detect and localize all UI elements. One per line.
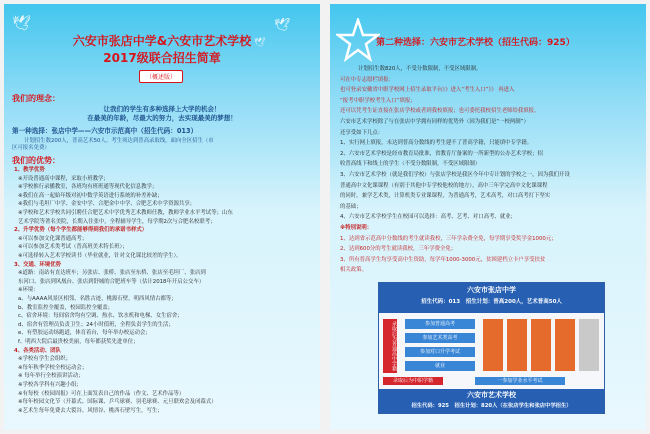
detail-line: 相关政策。 [340,267,367,274]
advantage-line: ※学校有学生会组织； [18,356,72,363]
idea-line-2: 在最美的年龄，尽最大的努力，去实现最美的梦想！ [87,114,237,122]
dove-icon: 🕊 [12,14,32,32]
advantage-heading: 1、教学优势 [14,167,45,173]
detail-line: 3、所有普高学生均享受高中生资助，每学年1000-3000元，贫困建档立卡户享受扶贫 [340,256,546,263]
detail-line: 4、六安市艺术学校学生在校园可以选择：高考、艺考、对口高考、就业； [340,214,516,221]
track-1: 参加普通高考 [405,319,475,329]
left-page [4,4,320,430]
school1-code: 招生代码：013 [421,299,461,305]
flow-connector-4 [555,319,575,371]
advantage-line: 艺术学院等著名美院，长期入住张中，全程辅导学生，每学期2次与合肥名校联考； [18,218,216,225]
advantage-line: ※可选择转入艺术学校读书（毕业就业，针对文化课比较差的学生）。 [18,253,182,259]
advantage-line: ※环境： [18,287,39,294]
brochure-subtitle-year: 2017级联合招生简章 [103,51,221,65]
advantage-line: ※有每校《校园周报》可在上面发表自己的作品（作文、艺术作品等） [18,390,185,397]
art-school-band [379,389,604,413]
admission-flow-diagram [378,282,605,414]
school2-name: 六安市艺术学校 [467,391,516,399]
advantage-line: e、有塑胶运动场跑道，体育着台，每年举办校运动会； [18,330,151,337]
proficiency-exam-label: 一参加学业水平考试 [475,377,565,385]
vocational-record-label: 录取后为中职学籍 [383,377,443,385]
first-choice-note-2: 区可报名免费） [12,145,50,151]
advantage-line: f、明西大院后最贵校美丽，每年都获奖先进单位； [18,339,139,345]
detail-line: “报考中职学校考生入口”填报； [340,97,416,104]
advantage-line: c、宿舍环境：每间宿舍均有空调、热水、饮水机和电梯、女生宿舍； [18,313,183,320]
detail-line: 也可登录安徽省中职学校网上招生录取平台》》进入“考生入口”》》 再进入 [340,87,515,94]
flow-connector-1 [483,319,503,371]
first-choice-note-1: 计划招生数200人，普高艺术50人。考生须达到普高录取线，面向全区招生（市 [24,138,214,144]
flow-connector-3 [531,319,551,371]
advantage-line: ※学校和艺术学校共同引聘任合肥艺术中学优秀艺术教师任教，教师学业水平考试等；山东 [18,210,233,216]
track-2: 参加艺术类高考 [405,333,475,343]
detail-line: 普通高中文化课课程（有别于其他中专学校他校的地方），高中三年学完高中文化课课程 [340,182,548,189]
advantage-line: ※可以参加文化课普通高考； [18,235,88,242]
star-icon [336,18,380,62]
detail-line: 2、六安市艺术学校是经市教育局批准，省教育厅备案的一所新型的公办艺术学校；招 [340,150,543,157]
advantage-line: a、与AAAA风景区相邻，名胜古迹，桃源石壁，明西风情古都等； [18,296,177,302]
advantage-heading: 3、交通、环境优势 [14,261,61,268]
school2-code: 招生代码：925 [411,403,449,409]
idea-line-1: 让我们的学生有多种选择上大学的机会！ [103,105,221,113]
advantage-line: ※可以参加艺术类考试（普高班美术特长班）； [18,244,128,251]
advantage-line: ※开设普通高中课程，采取小班教学； [18,175,109,182]
summary-badge: （概述版） [139,70,183,83]
detail-line: 1、达到省示范高中分数线的考生就读我校，三年学杂费全免，每学期享受奖学金1000元； [340,235,557,242]
hs-record-label: 录取后为普通高中学籍 [383,319,397,373]
advantage-line: ※我们与毛坦厂中学、金安中学、合肥金中中学、合肥艺术中学资源共享； [18,201,196,208]
advantage-heading: 2、升学优势（每个学生都能够得到我们的承诺书样式） [14,227,148,234]
dove-icon: 🕊 [274,18,291,33]
advantage-line: b、教室监控全覆盖，校园监控全覆盖； [18,304,114,311]
brochure-title: 六安市张店中学&六安市艺术学校 [72,34,252,48]
advantage-line: 东河口、张店到风凰台、张店到舒城的合肥班车等（估计2018年开启公交车） [18,278,205,285]
flow-connector-2 [507,319,527,371]
second-choice-heading: 第二种选择：六安市艺术学校（招生代码：925） [376,38,575,48]
school1-name: 六安市张店中学 [467,286,516,294]
section-advantage-heading: 我们的优势： [12,156,60,165]
flow-connector-5 [579,319,599,371]
detail-line: 六安市艺术学校除了与在张店中学拥有同样的优势外（因为我们是“一校两制”） [340,119,529,125]
detail-line: 3、六安市艺术学校（就是我们学校）与张店学校是我区今年中专计划的学校之一，因为我们开设 [340,172,570,178]
detail-line: 2、达到600分的考生就读我校，三年学费全免； [340,246,457,253]
school1-plan: 招生计划：普高200人，艺术普高50人 [465,299,562,305]
advantage-line: ※ 每年举行全校演讲活动； [18,373,84,380]
advantage-line: ※每年秋季学校全校运动会； [18,364,88,371]
detail-line: 收普高线下和线上的学生（不受分数限制，不受区域限制） [340,161,481,168]
right-page [330,4,646,430]
detail-line: 1、实行网上填报，未达到普高分数线的考生建不了普高学籍，只能填中专学籍。 [340,140,533,147]
advantage-line: ※我们在高一起始年级对初中数学英语进行系统的补差补缺； [18,192,163,199]
section-idea-heading: 我们的理念： [12,94,60,103]
advantage-line: ※每年校园文化节（开幕式、国际课、乒乓球赛、羽毛球赛、元旦联欢会及闭幕式） [18,399,217,406]
dove-icon: 🕊 [254,38,266,48]
detail-line: 还可以凭考生证直接在张店学校或者到我校填报；也可委托我校招生老师给我填报。 [340,108,540,115]
advantage-line: ※艺术生每年免费去大裂谷、风情谷、桃西石壁写生，写生； [18,407,163,414]
school2-plan: 招生计划：820人（在张店学生和张店中学招生） [454,403,572,409]
advantage-heading: 4、各类活动、团队 [14,347,61,354]
detail-line: 计划招生数820人，不受分数限制，不受区域限制。 [358,66,482,72]
track-3: 参加对口升学考试 [405,347,475,357]
advantage-line: d、宿舍有管理员负责卫生；24小时值班，全程负责学生的生活； [18,321,174,328]
zhangdian-school-band [379,283,604,313]
first-choice-heading: 第一种选择：张店中学——六安市示范高中（招生代码：013） [12,127,198,135]
detail-line: 还享受如下几点： [340,129,384,136]
advantage-line: ※道路：南站有直达班车；另张店、张桥、张店至东桥、张店至毛坦厂、张店到 [18,270,206,277]
detail-line: ※特别说明： [340,225,373,231]
detail-line: 的基础； [340,203,362,210]
detail-line: 的同时，兼学艺术类，计算机类专业课课程，为普通高考，艺术高考，对口高考打下坚实 [340,193,551,200]
advantage-line: ※学校推行录播教室，各班均有班班通等现代化信息教学； [18,184,158,191]
advantage-line: ※学校各学科有兴趣小组； [18,382,82,388]
detail-line: 可在中专志愿栏填报： [340,76,394,83]
track-4: 就业 [405,361,475,371]
